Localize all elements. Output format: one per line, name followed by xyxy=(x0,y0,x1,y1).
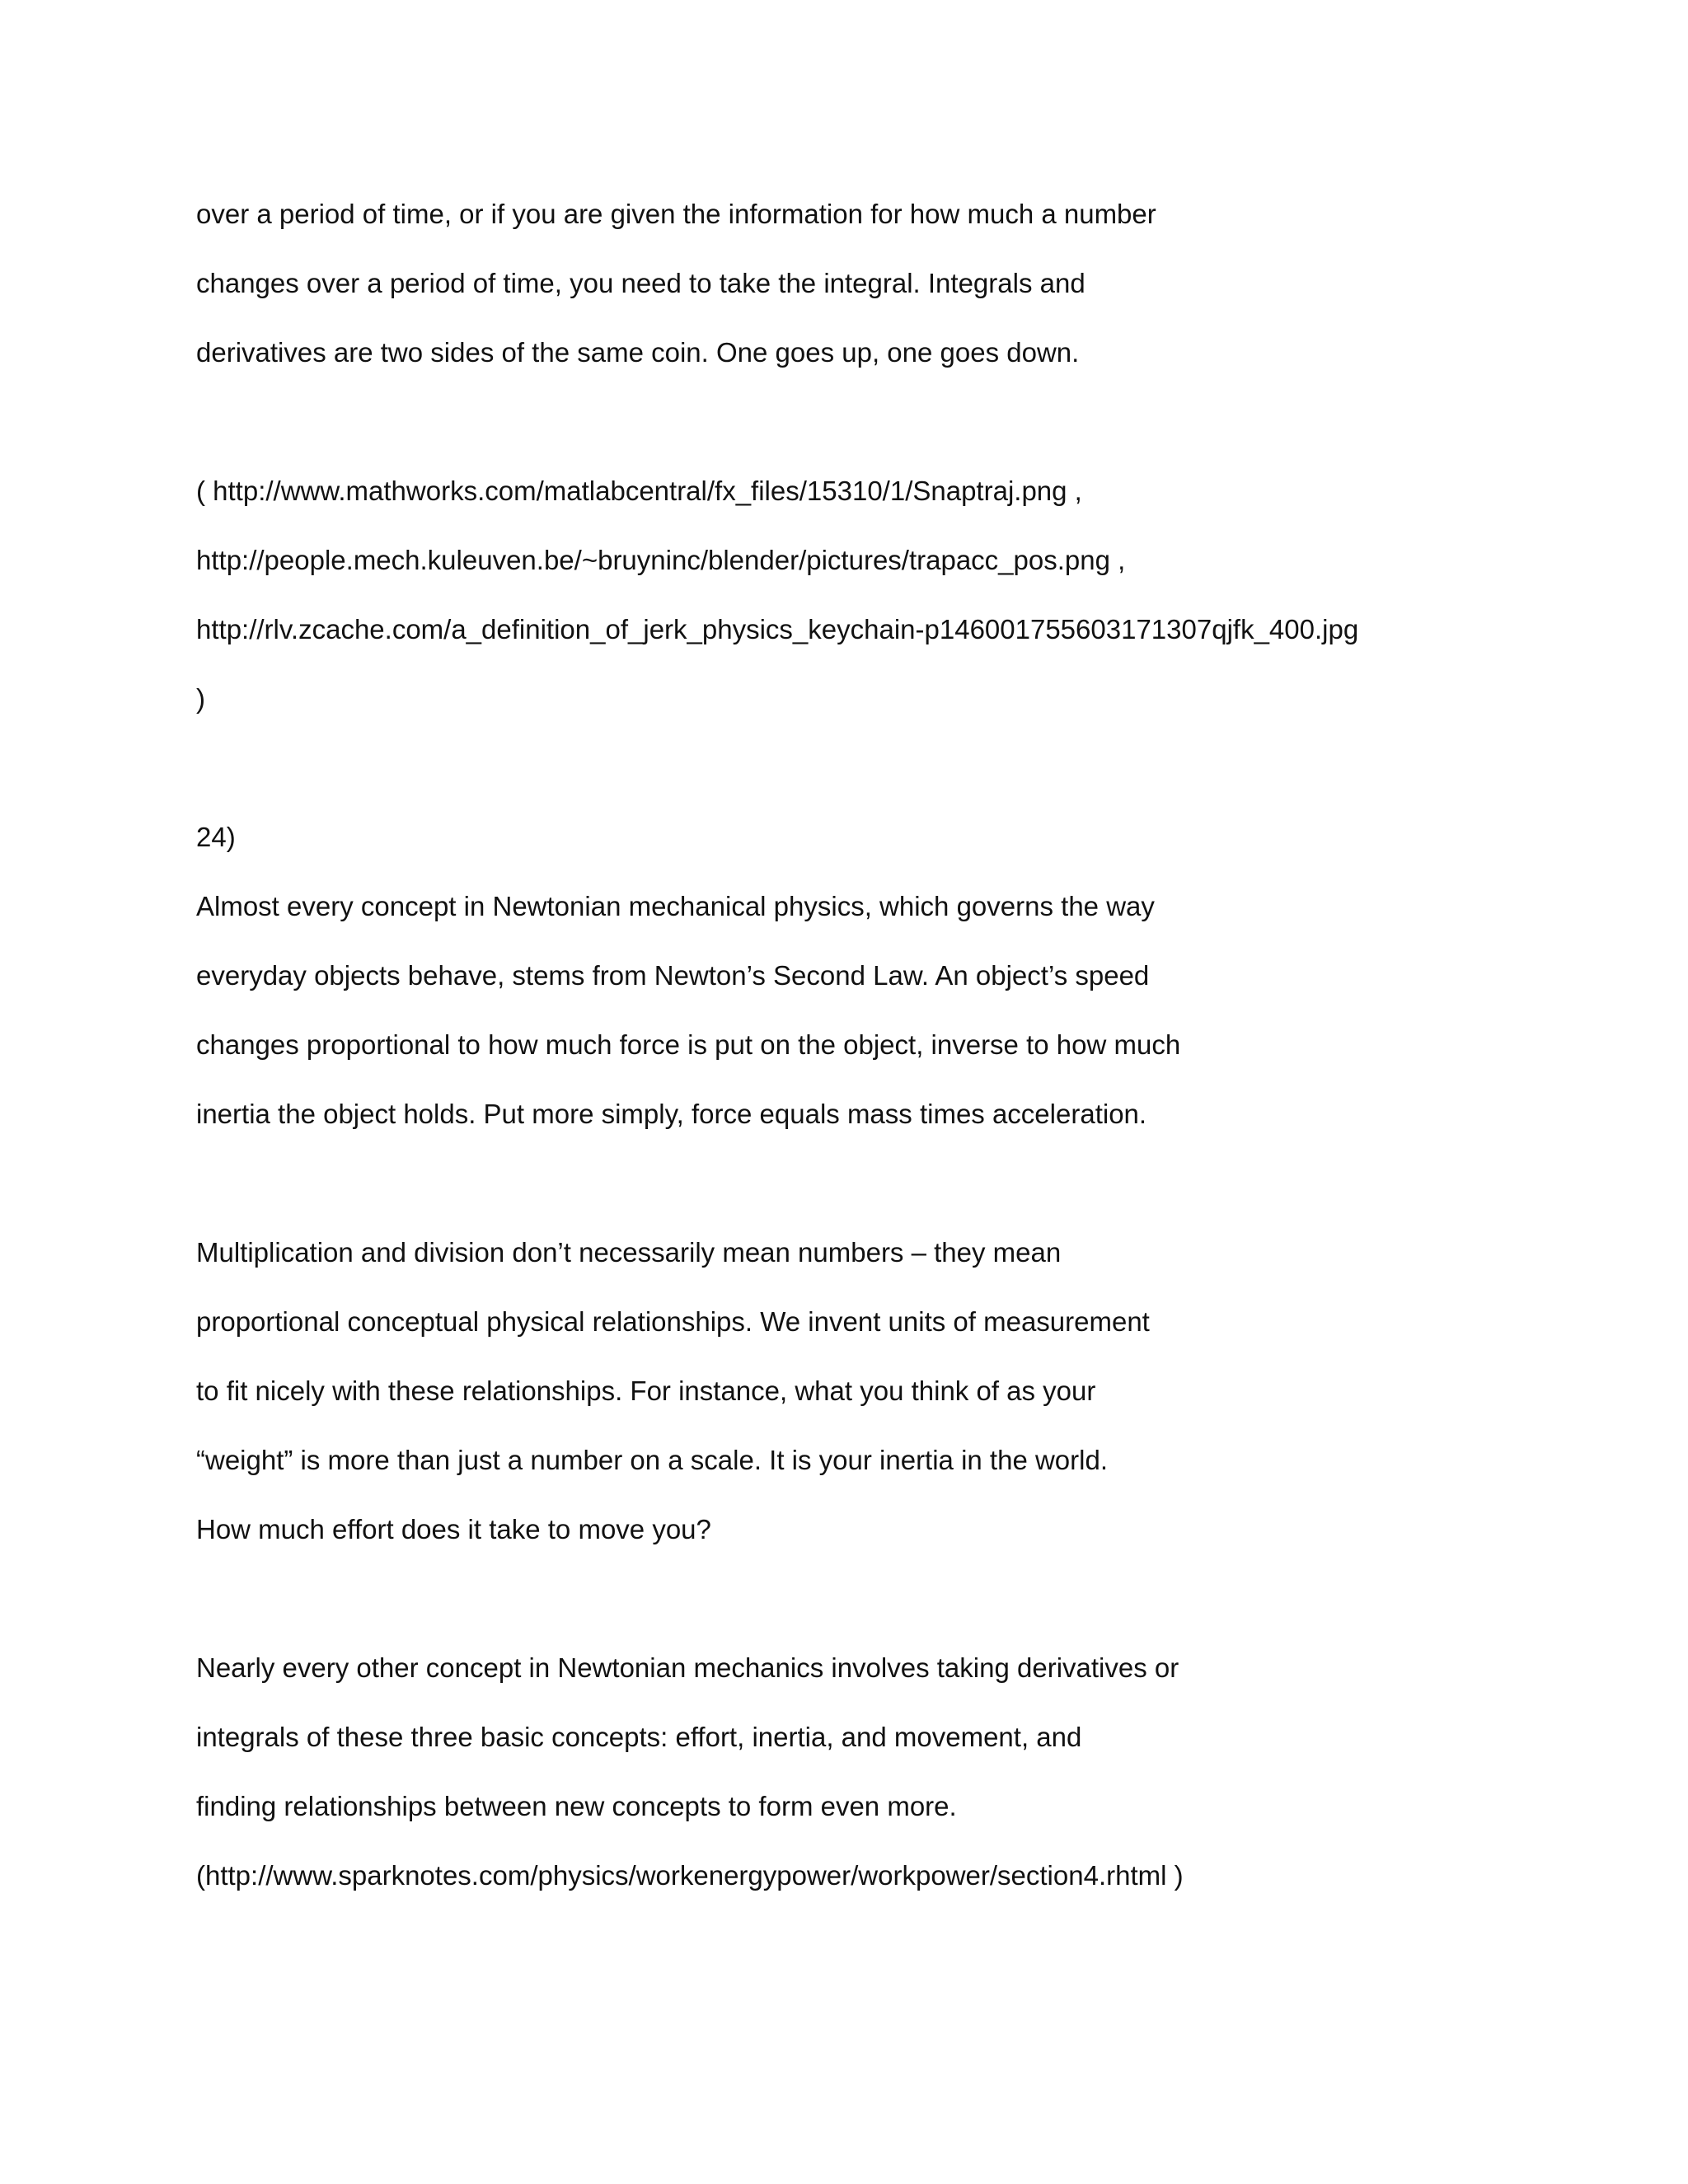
text-line: changes over a period of time, you need to take the integral. Integrals and xyxy=(196,268,1085,298)
source-line: http://rlv.zcache.com/a_definition_of_jerk_physics_keychain-p146001755603171307qjfk_400.jpg xyxy=(196,614,1359,644)
text-line: derivatives are two sides of the same coin. One goes up, one goes down. xyxy=(196,337,1080,368)
source-line: ( http://www.mathworks.com/matlabcentral/fx_files/15310/1/Snaptraj.png , xyxy=(196,476,1082,506)
text-line: integrals of these three basic concepts: effort, inertia, and movement, and xyxy=(196,1722,1082,1752)
text-line: changes proportional to how much force is put on the object, inverse to how much xyxy=(196,1029,1181,1060)
text-line: How much effort does it take to move you? xyxy=(196,1514,711,1544)
text-line: Multiplication and division don’t necessarily mean numbers – they mean xyxy=(196,1237,1062,1268)
text-line: Almost every concept in Newtonian mechanical physics, which governs the way xyxy=(196,891,1155,921)
section-number: 24) xyxy=(196,822,236,852)
text-line: inertia the object holds. Put more simply, force equals mass times acceleration. xyxy=(196,1099,1147,1129)
source-line: http://people.mech.kuleuven.be/~bruyninc/blender/pictures/trapacc_pos.png , xyxy=(196,545,1126,575)
text-line: finding relationships between new concepts to form even more. xyxy=(196,1791,957,1821)
source-line: (http://www.sparknotes.com/physics/workenergypower/workpower/section4.rhtml ) xyxy=(196,1860,1184,1891)
text-line: proportional conceptual physical relationships. We invent units of measurement xyxy=(196,1306,1150,1337)
source-line: ) xyxy=(196,683,205,714)
text-line: Nearly every other concept in Newtonian mechanics involves taking derivatives or xyxy=(196,1652,1179,1683)
text-line: over a period of time, or if you are given the information for how much a number xyxy=(196,199,1156,229)
text-line: “weight” is more than just a number on a scale. It is your inertia in the world. xyxy=(196,1445,1108,1475)
text-line: everyday objects behave, stems from Newton’s Second Law. An object’s speed xyxy=(196,960,1150,991)
text-line: to fit nicely with these relationships. For instance, what you think of as your xyxy=(196,1376,1096,1406)
